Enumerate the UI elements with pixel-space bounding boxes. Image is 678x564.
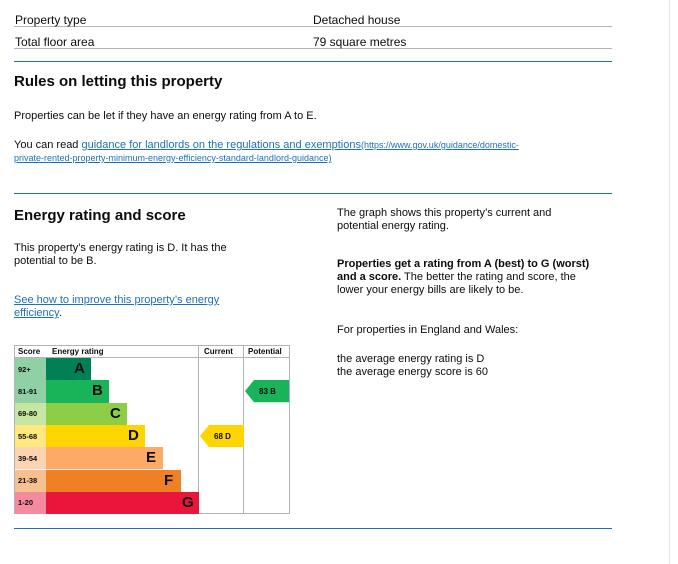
rating-band-e: [15, 447, 163, 469]
graph-explanation: [337, 207, 551, 233]
band-letter: E: [146, 449, 157, 467]
rating-band-f: [15, 470, 181, 492]
energy-rating-text-1: This property’s energy rating is D. It has the: [14, 242, 227, 254]
current-rating-arrow: [200, 425, 244, 447]
improve-link-period: .: [58, 307, 62, 319]
band-letter: B: [92, 382, 103, 400]
energy-rating-chart: [14, 345, 290, 514]
page-edge-divider: [669, 0, 670, 564]
landlord-guidance-paragraph: [14, 139, 614, 165]
section-divider: [14, 528, 612, 529]
band-letter: D: [128, 427, 139, 445]
chart-header-potential: Potential: [248, 347, 282, 356]
average-ratings: [337, 353, 488, 379]
average-rating-text: the average energy rating is D: [337, 353, 485, 365]
letting-rules-heading: Rules on letting this property: [14, 73, 223, 90]
section-divider: [14, 61, 612, 62]
guidance-prefix: You can read: [14, 139, 82, 151]
band-letter: G: [182, 493, 194, 511]
average-score-text: the average energy score is 60: [337, 366, 489, 378]
band-letter: C: [110, 404, 121, 422]
band-score-range: 55-68: [15, 425, 46, 447]
floor-area-row: [14, 27, 612, 49]
rating-band-d: [15, 425, 145, 447]
current-column-rule: [198, 346, 199, 513]
current-rating-arrow-label: 68 D: [214, 431, 231, 441]
potential-rating-arrow: [245, 380, 289, 402]
floor-area-value: 79 square metres: [313, 35, 407, 49]
band-score-range: 39-54: [15, 447, 46, 469]
chart-header-current: Current: [204, 347, 233, 356]
rating-band-b: [15, 380, 109, 402]
letting-rules-text: Properties can be let if they have an energy rating from A to E.: [14, 110, 317, 122]
energy-rating-text-2: potential to be B.: [14, 255, 97, 267]
property-type-label: Property type: [15, 13, 87, 27]
floor-area-label: Total floor area: [15, 35, 95, 49]
improve-link-line-2: efficiency: [14, 307, 59, 319]
property-type-value: Detached house: [313, 13, 401, 27]
graph-explanation-2: potential energy rating.: [337, 220, 449, 232]
rating-band-g: [15, 492, 199, 514]
england-wales-text: For properties in England and Wales:: [337, 324, 519, 336]
rating-scale-rest-2: The better the rating and score, the: [401, 271, 576, 283]
band-letter: F: [164, 471, 174, 489]
band-score-range: 92+: [15, 358, 46, 380]
improve-link-line-1: See how to improve this property’s energy: [14, 294, 220, 306]
band-letter: A: [74, 360, 85, 378]
energy-rating-text: [14, 242, 227, 268]
rating-scale-bold-2: and a score.: [337, 271, 402, 283]
rating-band-c: [15, 403, 127, 425]
rating-scale-explanation: [337, 258, 589, 297]
landlord-guidance-url-2: private-rented-property-minimum-energy-efficiency-standard-landlord-guidance): [14, 153, 332, 163]
property-type-row: [14, 5, 612, 27]
landlord-guidance-url-1: (https://www.gov.uk/guidance/domestic-: [360, 140, 519, 150]
chart-header-score: Score: [18, 347, 41, 356]
graph-explanation-1: The graph shows this property’s current and: [337, 207, 552, 219]
band-score-range: 69-80: [15, 403, 46, 425]
section-divider: [14, 193, 612, 194]
band-score-range: 81-91: [15, 380, 46, 402]
chart-header-rating: Energy rating: [52, 347, 104, 356]
potential-rating-arrow-label: 83 B: [259, 386, 276, 396]
rating-band-a: [15, 358, 91, 380]
landlord-guidance-link-text: guidance for landlords on the regulations and exemptions: [81, 139, 361, 151]
improve-efficiency-link[interactable]: [14, 294, 219, 319]
rating-scale-3: lower your energy bills are likely to be.: [337, 284, 524, 296]
energy-rating-heading: Energy rating and score: [14, 207, 186, 224]
band-score-range: 1-20: [15, 492, 46, 514]
improve-efficiency-paragraph: [14, 294, 219, 320]
band-score-range: 21-38: [15, 470, 46, 492]
landlord-guidance-link[interactable]: [14, 139, 519, 164]
rating-scale-bold-1: Properties get a rating from A (best) to G (worst): [337, 258, 590, 270]
